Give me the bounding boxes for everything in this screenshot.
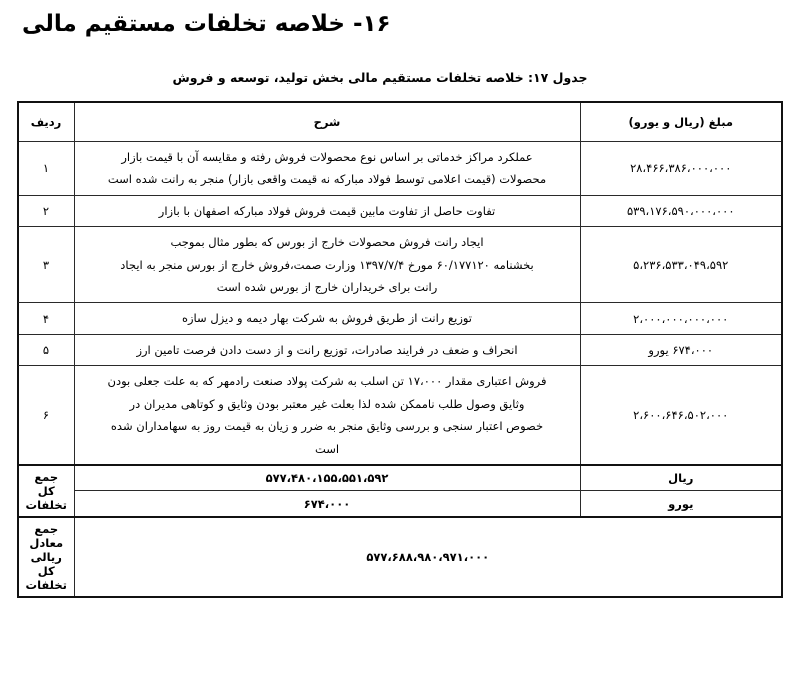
description-line: بخشنامه ۶۰/۱۷۷۱۲۰ مورخ ۱۳۹۷/۷/۴ وزارت صمت،فروش خارج از بورس منجر به ایجاد [120,257,534,272]
description-line: وثایق وصول طلب ناممکن شده لذا بعلت غیر معتبر بودن وثایق و کوتاهی مدیران در [129,396,525,411]
cell-description [74,141,580,195]
cell-description [74,366,580,465]
cell-description [74,195,580,226]
cell-description [74,334,580,365]
total-row-rial [18,465,782,491]
cell-amount: ۲،۰۰۰،۰۰۰،۰۰۰،۰۰۰ [580,303,782,334]
table-caption: جدول ۱۷: خلاصه تخلفات مستقیم مالی بخش تولید، توسعه و فروش [172,69,588,85]
description-line: انحراف و ضعف در فرایند صادرات، توزیع رانت و از دست دادن فرصت تامین ارز [136,342,518,357]
table-body [18,141,782,597]
cell-index: ۵ [18,334,74,365]
description-line: محصولات (قیمت اعلامی توسط فولاد مبارکه نه قیمت واقعی بازار) منجر به رانت شده است [107,172,547,187]
cell-index: ۶ [18,366,74,465]
cell-index: ۱ [18,141,74,195]
table-row [18,334,782,365]
column-header-description: شرح [74,102,580,142]
table-row [18,195,782,226]
description-line: توزیع رانت از طریق فروش به شرکت بهار دیمه و دیزل سازه [181,311,473,326]
description-line: خصوص اعتبار سنجی و بررسی وثایق منجر به ضرر و زیان به قیمت روز به سهامداران شده [110,419,544,434]
currency-label-euro: یورو [580,491,782,517]
total-row-euro [18,491,782,517]
table-header-row [18,102,782,142]
column-header-amount: مبلغ (ریال و یورو) [580,102,782,142]
cell-amount: ۵۳۹،۱۷۶،۵۹۰،۰۰۰،۰۰۰ [580,195,782,226]
page-title: ۱۶- خلاصه تخلفات مستقیم مالی [22,11,391,37]
cell-index: ۴ [18,303,74,334]
cell-index: ۳ [18,227,74,303]
cell-index: ۲ [18,195,74,226]
description-line: است [314,441,340,456]
total-amount-euro: ۶۷۴،۰۰۰ [74,491,580,517]
description-line: فروش اعتباری مقدار ۱۷،۰۰۰ تن اسلب به شرکت پولاد صنعت رادمهر که به علت جعلی بودن [107,374,547,389]
cell-amount: ۲۸،۴۶۶،۳۸۶،۰۰۰،۰۰۰ [580,141,782,195]
grand-total-label: جمع معادل ریالی کل تخلفات [18,517,74,597]
cell-description [74,303,580,334]
total-amount-rial: ۵۷۷،۴۸۰،۱۵۵،۵۵۱،۵۹۲ [74,465,580,491]
cell-amount: ۶۷۴،۰۰۰ یورو [580,334,782,365]
table-row [18,141,782,195]
cell-amount: ۵،۲۳۶،۵۳۳،۰۴۹،۵۹۲ [580,227,782,303]
table-row [18,227,782,303]
description-line: رانت برای خریداران خارج از بورس شده است [216,280,438,294]
table-row [18,366,782,465]
currency-label-rial: ریال [580,465,782,491]
description-line: ایجاد رانت فروش محصولات خارج از بورس که بطور مثال بموجب [170,235,484,250]
cell-description [74,227,580,303]
grand-total-amount: ۵۷۷،۶۸۸،۹۸۰،۹۷۱،۰۰۰ [74,517,782,597]
grand-total-row [18,517,782,597]
violations-table [17,101,783,598]
table-header [18,102,782,142]
column-header-index: ردیف [18,102,74,142]
table-row [18,303,782,334]
cell-amount: ۲،۶۰۰،۶۴۶،۵۰۲،۰۰۰ [580,366,782,465]
total-label: جمع کل تخلفات [18,465,74,517]
description-line: عملکرد مراکز خدماتی بر اساس نوع محصولات فروش رفته و مقایسه آن با قیمت بازار [121,149,533,164]
description-line: تفاوت حاصل از تفاوت مابین قیمت فروش فولاد مبارکه اصفهان با بازار [158,203,496,218]
